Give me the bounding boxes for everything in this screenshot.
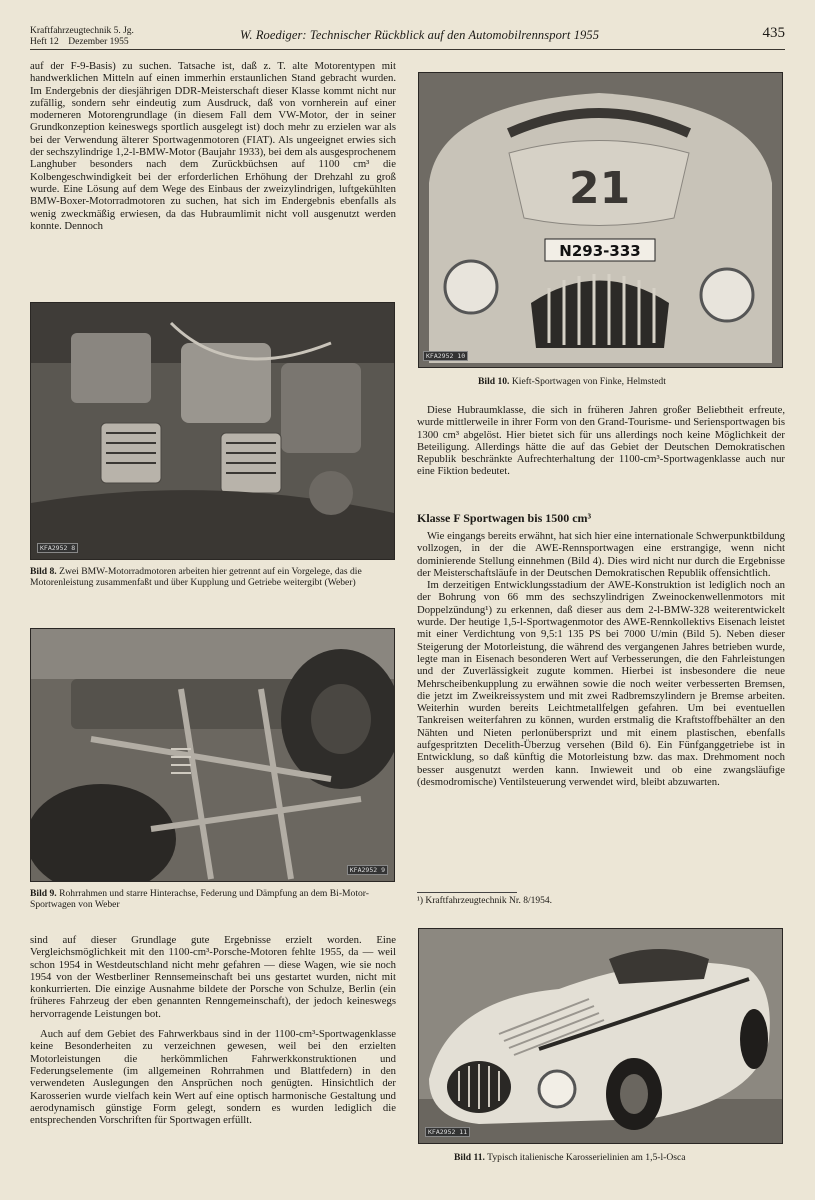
running-header — [30, 26, 785, 48]
race-number: 21 — [569, 163, 631, 214]
caption-label: Bild 9. — [30, 888, 57, 899]
kieft-car-illustration — [419, 73, 782, 367]
paragraph: sind auf dieser Grundlage gute Ergebnisse erzielt worden. Eine Vergleichsmöglichkeit mit den 1100-cm³-Porsche-Motoren fehlte 1955, da — weil schon 1954 in Westdeutschland nicht mehr gefahren — diese Wagen, wie sie noch 1954 von der Westberliner Rennsemeinschaft bei uns gestartet wurden, nicht mit konkurrierten. Die einzige Ausnahme bildete der Porsche von Schulze, Berlin (ein früheres Fahrzeug der eben genannten Renngemeinschaft), der jedoch keineswegs hervorragende Leistungen bot. — [30, 934, 396, 1020]
caption-label: Bild 11. — [454, 1152, 485, 1163]
photo-tag: KFA2952 9 — [347, 865, 388, 875]
header-rule — [30, 49, 785, 50]
paragraph: Diese Hubraumklasse, die sich in früheren Jahren großer Beliebtheit erfreute, wurde mittlerweile in ihrer Form von den Grand-Tourisme- und Seriensportwagen bis 1300 cm³ abgelöst. Hier bietet sich für uns allerdings noch keine Möglichkeit der Beteiligung. Allerdings hätte die auf das Gebiet der Deutschen Demokratischen Republik beschränkte Aufrechterhaltung der 1100-cm³-Sportwagenklasse auch nur eine Fiktion bedeutet. — [417, 404, 785, 478]
paragraph: Auch auf dem Gebiet des Fahrwerkbaus sind in der 1100-cm³-Sportwagenklasse keine Besonderheiten zu verzeichnen gewesen, weil bei den erzielten Motorleistungen die herkömmlichen Fahrwerkkonstruktionen und Federungselemente (im allgemeinen Rohrrahmen und Blattfedern) in den verwendeten Auslegungen den Ansprüchen noch genügten. Hinsichtlich der Karosserien wurde vielfach kein Wert auf eine optisch harmonische Gestaltung und aerodynamisch günstige Form gelegt, sondern es wurden lediglich die entsprechenden Vorschriften für Sportwagen erfüllt. — [30, 1028, 396, 1127]
left-column-bottom-text — [30, 934, 396, 1126]
right-column-mid-text — [417, 530, 785, 788]
caption-text: Rohrrahmen und starre Hinterachse, Federung und Dämpfung an dem Bi-Motor-Sportwagen von Weber — [30, 888, 370, 911]
engine-photo-illustration — [31, 303, 394, 559]
section-heading-klasse-f: Klasse F Sportwagen bis 1500 cm³ — [417, 511, 592, 525]
footnote: ¹) Kraftfahrzeugtechnik Nr. 8/1954. — [417, 896, 553, 906]
journal-line-2: Heft 12 Dezember 1955 — [30, 36, 129, 47]
paragraph: auf der F-9-Basis) zu suchen. Tatsache ist, daß z. T. alte Motorentypen mit handwerklichen Mitteln auf einen immerhin erstaunlichen Stand gebracht wurden. Im Endergebnis der diesjährigen DDR-Meisterschaft dieser Klasse kommt nicht nur zufällig, sondern sehr eindeutig zum Ausdruck, daß von vornherein auf einer moderneren Motorengrundlage (in diesem Fall dem VW-Motor, der in seiner Grundkonzeption keineswegs sportlich ausgelegt ist) doch mehr zu erzielen war als bei der Verwendung älterer Sportwagenmotoren (FIAT). Als ungeeignet erwies sich der sechszylindrige 1,2-l-BMW-Motor (Baujahr 1933), bei dem als ausgesprochenem Langhuber besonders nach dem Zurückbüchsen auf 1100 cm³ die Kolbengeschwindigkeit bei der erforderlichen Erhöhung der Drehzahl zu groß wurde. Eine Lösung auf dem Wege des Einbaus der zweizylindrigen, luftgekühlten BMW-Boxer-Motorradmotoren zu suchen, hat sich im Endergebnis ebenfalls als wenig zweckmäßig erwiesen, da das Hubraumlimit nicht voll ausgenutzt werden konnte. Dennoch — [30, 60, 396, 232]
journal-line-1: Kraftfahrzeugtechnik 5. Jg. — [30, 26, 134, 36]
bild11-photo — [418, 928, 783, 1144]
bild9-photo — [30, 628, 395, 882]
photo-tag: KFA2952 8 — [37, 543, 78, 553]
journal-info — [30, 26, 134, 47]
caption-text: Zwei BMW-Motorradmotoren arbeiten hier getrennt auf ein Vorgelege, das die Motorenleistung zusammenfaßt und über Kupplung und Getriebe weitergibt (Weber) — [30, 566, 362, 589]
right-column-top-text — [417, 404, 785, 478]
page-number: 435 — [762, 25, 785, 41]
photo-tag: KFA2952 11 — [425, 1127, 470, 1137]
osca-car-illustration — [419, 929, 782, 1143]
license-plate: N293-333 — [559, 242, 641, 260]
paragraph: Wie eingangs bereits erwähnt, hat sich hier eine internationale Schwerpunktbildung vollzogen, in der die AWE-Rennsportwagen eine erstrangige, wenn nicht dominierende Stellung einnehmen (Bild 4). Dies wird nicht nur durch die Ergebnisse der Meisterschaftsläufe in der Deutschen Demokratischen Republik offensichtlich. — [417, 530, 785, 579]
footnote-rule — [417, 892, 517, 893]
left-column-top-text — [30, 60, 396, 232]
caption-text: Typisch italienische Karosserielinien am 1,5-l-Osca — [487, 1152, 686, 1163]
bild10-photo — [418, 72, 783, 368]
bild10-caption — [478, 376, 778, 387]
chassis-photo-illustration — [31, 629, 394, 881]
paragraph: Im derzeitigen Entwicklungsstadium der AWE-Konstruktion ist lediglich noch an der Bohrung von 66 mm des sechszylindrigen Zweinockenwellenmotors mit Doppelzündung¹) zu erkennen, daß dieser aus dem 2-l-BMW-328 weiterentwickelt wurde. Der heutige 1,5-l-Sportwagenmotor des AWE-Rennkollektivs Eisenach leistet mit einer Verdichtung von 9,5:1 135 PS bei 7000 U/min (Bild 5). Neben dieser Steigerung der Motorleistung, die während des vergangenen Jahres betrieben wurde, legte man in Eisenach besonderen Wert auf Verbesserungen, die den Fahrleistungen und der Zuverlässigkeit zugute kommen. Hierbei ist insbesondere die neue Mehrscheibenkupplung zu erwähnen sowie die noch weiter verbesserten Bremsen, die jetzt im Zweikreissystem und mit zwei Radbremszylindern je Bremse arbeiten. Weiterhin wurden bereits Leichtmetallfelgen gefahren. Um bei eventuellen Tankreisen weiterfahren zu können, wurden erstmalig die Kraftstoffbehälter an den Nähten und Nieten perlonübersprizt und mit einem plastischen, ebenfalls aufgespritzten Decelith-Überzug versehen (Bild 6). Ein Fünfganggetriebe ist in Entwicklung, so daß künftig die Motorleistung bzw. das max. Drehmoment noch besser ausgenutzt werden kann. Inwieweit und ob eine zwangsläufige (desmodromische) Ventilsteuerung verwendet wird, bleibt abzuwarten. — [417, 579, 785, 788]
article-title: W. Roediger: Technischer Rückblick auf den Automobilrennsport 1955 — [240, 28, 600, 42]
caption-label: Bild 10. — [478, 376, 510, 387]
bild9-caption — [30, 888, 396, 911]
caption-text: Kieft-Sportwagen von Finke, Helmstedt — [511, 376, 666, 387]
photo-tag: KFA2952 10 — [423, 351, 468, 361]
bild11-caption — [454, 1152, 784, 1163]
bild8-photo — [30, 302, 395, 560]
caption-label: Bild 8. — [30, 566, 57, 577]
bild8-caption — [30, 566, 396, 589]
